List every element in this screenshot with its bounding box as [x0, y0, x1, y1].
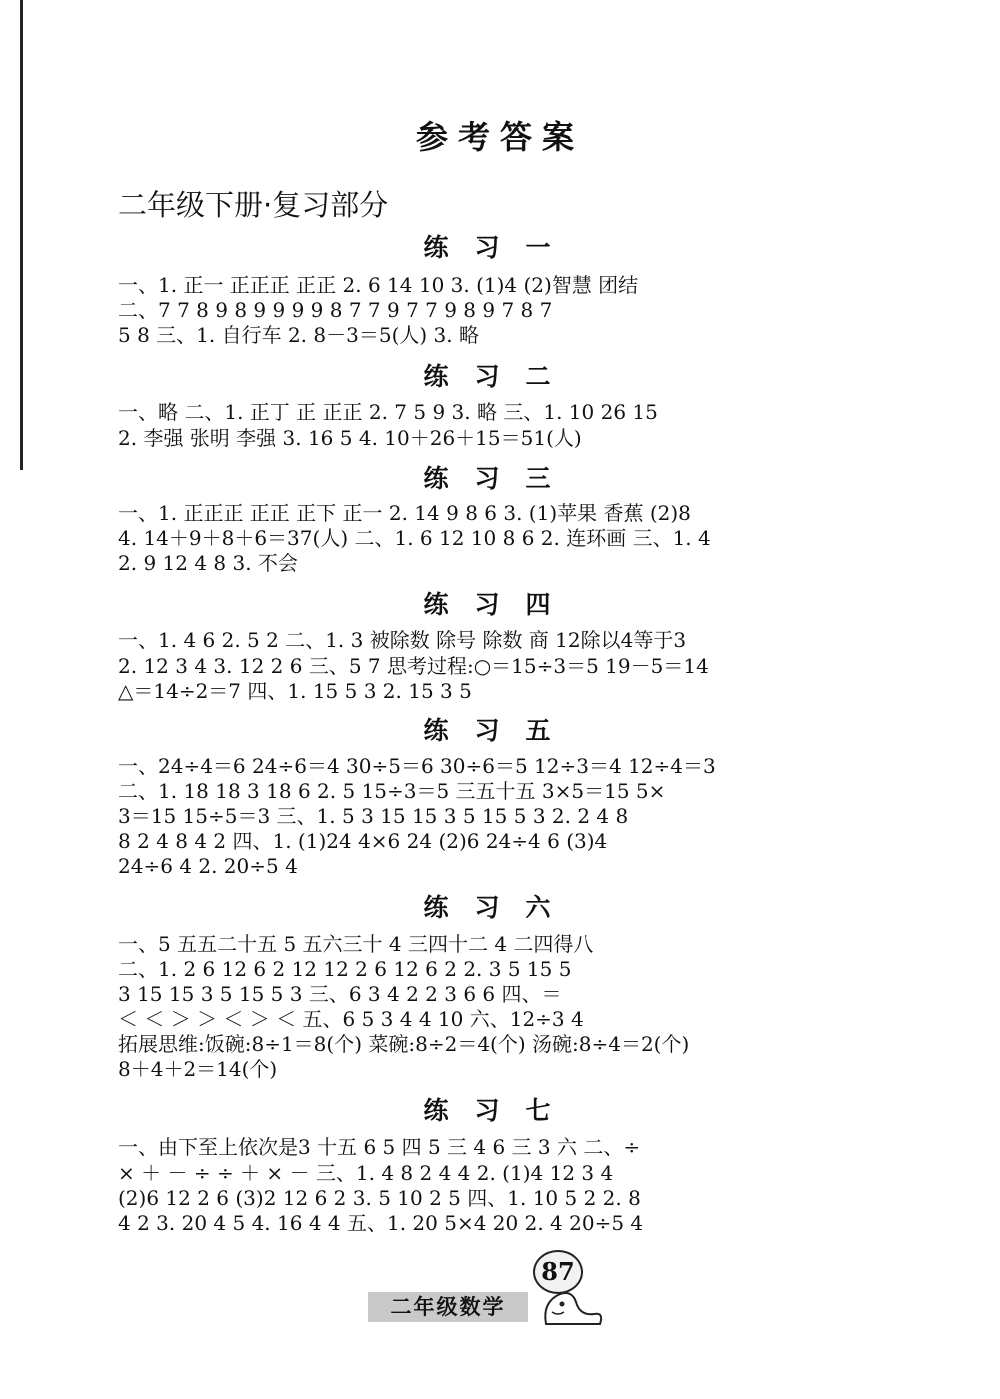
- exercise-7-line-1: 一、由下至上依次是3 十五 6 5 四 5 三 4 6 三 3 六 二、÷: [118, 1135, 641, 1159]
- exercise-2-title: 练习二: [423, 362, 577, 391]
- exercise-6-line-6: 8＋4＋2＝14(个): [118, 1057, 278, 1081]
- exercise-7-line-4: 4 2 3. 20 4 5 4. 16 4 4 五、1. 20 5×4 20 2. 4 20÷5 4: [118, 1211, 644, 1235]
- exercise-5-line-1: 一、24÷4＝6 24÷6＝4 30÷5＝6 30÷6＝5 12÷3＝4 12÷4＝3: [118, 754, 716, 778]
- exercise-3-line-3: 2. 9 12 4 8 3. 不会: [118, 551, 298, 575]
- exercise-2-line-1: 一、略 二、1. 正丁 正 正正 2. 7 5 9 3. 略 三、1. 10 26 15: [118, 400, 658, 424]
- exercise-6-line-4: ＜ ＜ ＞ ＞ ＜ ＞ ＜ 五、6 5 3 4 4 10 六、12÷3 4: [118, 1007, 584, 1031]
- footer-subject-label: 二年级数学: [368, 1292, 528, 1322]
- exercise-6-line-2: 二、1. 2 6 12 6 2 12 12 2 6 12 6 2 2. 3 5 15 5: [118, 957, 572, 981]
- exercise-1-title: 练习一: [423, 233, 577, 262]
- exercise-6-title: 练习六: [423, 893, 577, 922]
- exercise-6-line-1: 一、5 五五二十五 5 五六三十 4 三四十二 4 二四得八: [118, 932, 594, 956]
- exercise-7-line-2: × ＋ － ÷ ÷ ＋ × － 三、1. 4 8 2 4 4 2. (1)4 12 3 4: [118, 1161, 614, 1185]
- exercise-3-line-2: 4. 14＋9＋8＋6＝37(人) 二、1. 6 12 10 8 6 2. 连环画 三、1. 4: [118, 526, 711, 550]
- page-number-badge: 87: [533, 1250, 583, 1294]
- exercise-5-line-4: 8 2 4 8 4 2 四、1. (1)24 4×6 24 (2)6 24÷4 6 (3)4: [118, 829, 608, 853]
- mascot-icon: [538, 1272, 608, 1332]
- exercise-4-line-2: 2. 12 3 4 3. 12 2 6 三、5 7 思考过程:○＝15÷3＝5 19－5＝14: [118, 654, 709, 678]
- exercise-4-line-3: △＝14÷2＝7 四、1. 15 5 3 2. 15 3 5: [118, 679, 472, 703]
- exercise-3-line-1: 一、1. 正正正 正正 正下 正一 2. 14 9 8 6 3. (1)苹果 香蕉 (2)8: [118, 501, 691, 525]
- exercise-2-line-2: 2. 李强 张明 李强 3. 16 5 4. 10＋26＋15＝51(人): [118, 426, 582, 450]
- exercise-6-line-5: 拓展思维:饭碗:8÷1＝8(个) 菜碗:8÷2＝4(个) 汤碗:8÷4＝2(个): [118, 1032, 690, 1056]
- page-title: 参考答案: [415, 118, 584, 156]
- exercise-5-line-3: 3＝15 15÷5＝3 三、1. 5 3 15 15 3 5 15 5 3 2. 2 4 8: [118, 804, 629, 828]
- exercise-1-line-2: 二、7 7 8 9 8 9 9 9 9 8 7 7 9 7 7 9 8 9 7 8 7: [118, 298, 553, 322]
- section-title: 二年级下册·复习部分: [118, 188, 389, 222]
- exercise-7-title: 练习七: [423, 1096, 577, 1125]
- exercise-5-line-5: 24÷6 4 2. 20÷5 4: [118, 854, 298, 878]
- exercise-4-line-1: 一、1. 4 6 2. 5 2 二、1. 3 被除数 除号 除数 商 12除以4等于3: [118, 628, 687, 652]
- exercise-4-title: 练习四: [423, 590, 577, 619]
- exercise-5-title: 练习五: [423, 716, 577, 745]
- exercise-6-line-3: 3 15 15 3 5 15 5 3 三、6 3 4 2 2 3 6 6 四、＝: [118, 982, 562, 1006]
- exercise-1-line-1: 一、1. 正一 正正正 正正 2. 6 14 10 3. (1)4 (2)智慧 团结: [118, 273, 639, 297]
- exercise-1-line-3: 5 8 三、1. 自行车 2. 8－3＝5(人) 3. 略: [118, 323, 479, 347]
- exercise-5-line-2: 二、1. 18 18 3 18 6 2. 5 15÷3＝5 三五十五 3×5＝15 5×: [118, 779, 666, 803]
- exercise-3-title: 练习三: [423, 464, 577, 493]
- exercise-7-line-3: (2)6 12 2 6 (3)2 12 6 2 3. 5 10 2 5 四、1. 10 5 2 2. 8: [118, 1186, 641, 1210]
